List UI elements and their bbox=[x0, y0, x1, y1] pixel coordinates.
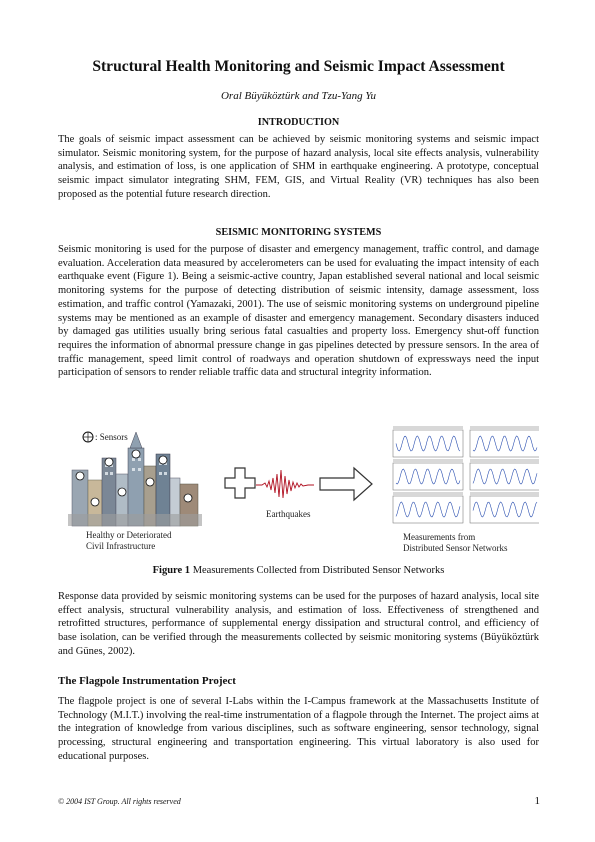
intro-paragraph: The goals of seismic impact assessment can be achieved by seismic monitoring systems and seismic impact simulator. Seismic monitoring system, for the purpose of hazard analysis, local site effects analysis, vulnerability analysis, and estimation of loss, is one application of SHM in earthquake engineering. A prototype, conceptual seismic impact simulator integrating SHM, FEM, GIS, and Virtual Reality (VR) techniques has also been proposed as the potential future research direction. bbox=[58, 134, 539, 200]
arrow-right-icon bbox=[320, 468, 372, 500]
intro-heading: INTRODUCTION bbox=[257, 117, 340, 128]
sms-heading: SEISMIC MONITORING SYSTEMS bbox=[215, 227, 382, 238]
measurement-plot-frame bbox=[470, 496, 539, 523]
measurements-label-1: Measurements from bbox=[403, 532, 476, 542]
response-paragraph: Response data provided by seismic monitoring systems can be used for the purposes of hazard analysis, local site effect analysis, structural vulnerability analysis, and estimation of loss. Effectiveness of strengthened and retrofitted structures, performance of supplemental energy dissipation and structural control, and efficiency of base isolation, can be verified through the measurements collected by seismic monitoring systems (Büyüköztürk and Günes, 2002). bbox=[58, 591, 539, 657]
earthquake-waveform bbox=[256, 470, 314, 498]
page-title: Structural Health Monitoring and Seismic Impact Assessment bbox=[92, 58, 505, 75]
figure-caption bbox=[58, 565, 539, 576]
copyright-notice: © 2004 IST Group. All rights reserved bbox=[58, 797, 181, 806]
measurements-label-2: Distributed Sensor Networks bbox=[403, 543, 508, 553]
figure-1 bbox=[58, 418, 539, 560]
authors: Oral Büyüköztürk and Tzu-Yang Yu bbox=[220, 90, 377, 102]
earthquakes-label: Earthquakes bbox=[266, 509, 311, 519]
measurement-plot-frame bbox=[393, 496, 463, 523]
measurement-plot-frame bbox=[470, 430, 539, 457]
plus-icon bbox=[225, 468, 255, 498]
measurement-plot-title-bar bbox=[393, 459, 463, 462]
infra-label-1: Healthy or Deteriorated bbox=[86, 530, 172, 540]
measurement-plot-title-bar bbox=[470, 459, 539, 462]
measurement-plot-title-bar bbox=[470, 426, 539, 429]
sensors-label: : Sensors bbox=[95, 432, 128, 442]
caption-text: Measurements Collected from Distributed Sensor Networks bbox=[190, 565, 445, 576]
city-buildings-image bbox=[68, 432, 202, 526]
measurement-plot-title-bar bbox=[393, 426, 463, 429]
caption-number: Figure 1 bbox=[152, 565, 191, 576]
measurement-plot-frame bbox=[470, 463, 539, 490]
measurement-plot-frame bbox=[393, 463, 463, 490]
sensor-legend-icon bbox=[83, 432, 93, 442]
sms-paragraph: Seismic monitoring is used for the purpose of disaster and emergency management, traffic control, and damage evaluation. Acceleration data measured by accelerometers can be used for evaluating the impact intensity of each earthquake event (Figure 1). Being a seismic-active country, Japan established several national and local seismic monitoring systems for the purpose of detecting distribution of seismic intensity, damage assessment, loss estimation, and traffic control (Yamazaki, 2001). The use of seismic monitoring systems on underground pipeline systems may be mentioned as an example of disaster and emergency management. Secondary disasters induced by damaged gas utilities usually bring serious fatal casualties and property loss. Emergency shut-off function requires the information of abnormal pressure change in gas pipelines detected by pressure sensors. In the area of traffic management, speed limit control of roadways and operation shutdown of expressways need the input participation of sensors to render reliable traffic data and structural integrity information. bbox=[58, 244, 539, 379]
measurement-plot-frame bbox=[393, 430, 463, 457]
measurement-plot-title-bar bbox=[393, 492, 463, 495]
flagpole-paragraph: The flagpole project is one of several I-Labs within the I-Campus framework at the Massachusetts Institute of Technology (M.I.T.) involving the real-time instrumentation of a flagpole through the Internet. The project aims at the integration of knowledge from various disciplines, such as software engineering, sensor technology, signal processing, structural engineering and transportation engineering. This virtual laboratory is also used for educational purposes. bbox=[58, 696, 539, 762]
infra-label-2: Civil Infrastructure bbox=[86, 541, 156, 551]
measurement-plots-grid bbox=[393, 426, 539, 523]
flagpole-heading: The Flagpole Instrumentation Project bbox=[58, 675, 236, 687]
page-number: 1 bbox=[534, 795, 540, 807]
measurement-plot-title-bar bbox=[470, 492, 539, 495]
